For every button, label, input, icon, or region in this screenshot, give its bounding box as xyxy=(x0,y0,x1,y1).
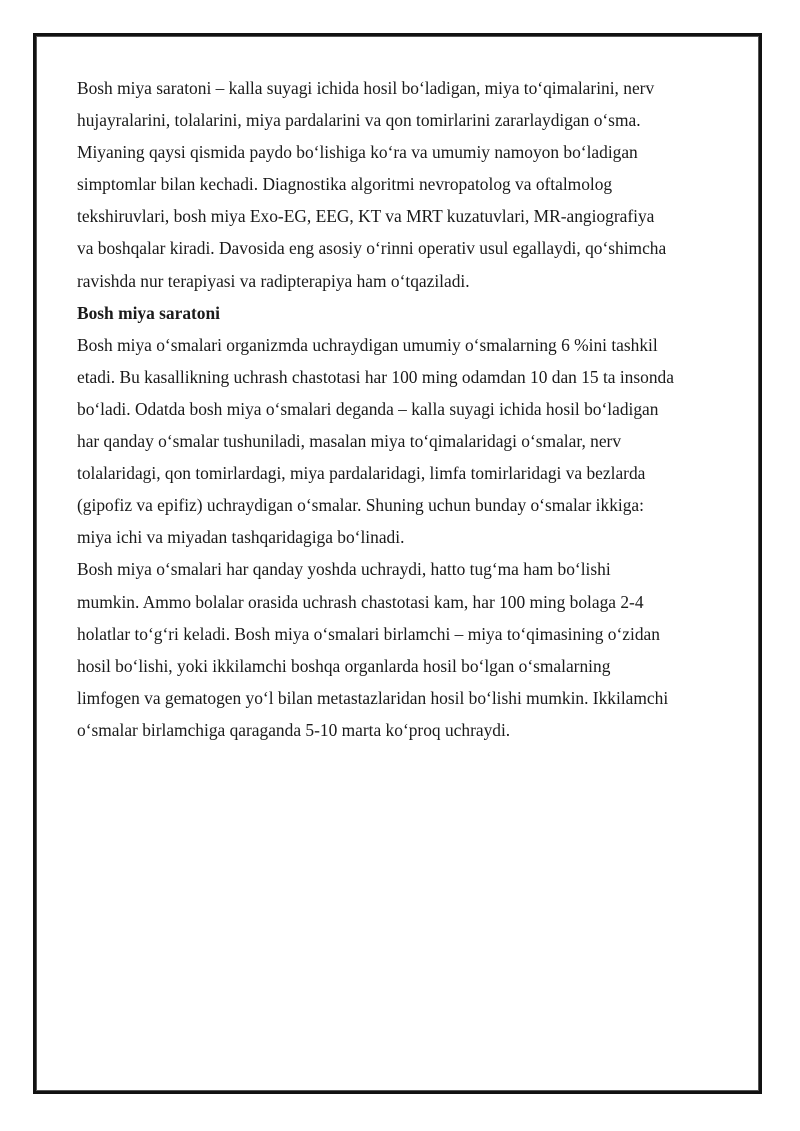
text-line: ravishda nur terapiyasi va radipterapiya ham oʻtqaziladi. xyxy=(77,270,470,291)
section-heading-text: Bosh miya saratoni xyxy=(77,302,221,323)
text-line: hujayralarini, tolalarini, miya pardalarini va qon tomirlarini zararlaydigan oʻsma. xyxy=(77,110,641,131)
text-line: mumkin. Ammo bolalar orasida uchrash chastotasi kam, har 100 ming bolaga 2-4 xyxy=(77,591,644,612)
text-line: tekshiruvlari, bosh miya Exo-EG, EEG, KT va MRT kuzatuvlari, MR-angiografiya xyxy=(77,206,655,227)
text-line: holatlar toʻgʻri keladi. Bosh miya oʻsmalari birlamchi – miya toʻqimasining oʻzidan xyxy=(77,623,660,644)
text-line: simptomlar bilan kechadi. Diagnostika algoritmi nevropatolog va oftalmolog xyxy=(77,174,613,195)
section-heading xyxy=(77,297,737,329)
text-line: oʻsmalar birlamchiga qaraganda 5-10 marta koʻproq uchraydi. xyxy=(77,719,511,740)
text-line: etadi. Bu kasallikning uchrash chastotasi har 100 ming odamdan 10 dan 15 ta insonda xyxy=(77,366,674,387)
text-line: (gipofiz va epifiz) uchraydigan oʻsmalar. Shuning uchun bunday oʻsmalar ikkiga: xyxy=(77,495,644,516)
text-line: boʻladi. Odatda bosh miya oʻsmalari deganda – kalla suyagi ichida hosil boʻladigan xyxy=(77,398,659,419)
text-line: Bosh miya oʻsmalari organizmda uchraydigan umumiy oʻsmalarning 6 %ini tashkil xyxy=(77,334,658,355)
text-line: limfogen va gematogen yoʻl bilan metastazlaridan hosil boʻlishi mumkin. Ikkilamchi xyxy=(77,687,669,708)
body-paragraph-2 xyxy=(77,553,737,746)
text-line: har qanday oʻsmalar tushuniladi, masalan miya toʻqimalaridagi oʻsmalar, nerv xyxy=(77,431,622,452)
text-line: va boshqalar kiradi. Davosida eng asosiy oʻrinni operativ usul egallaydi, qoʻshimcha xyxy=(77,238,667,259)
text-line: miya ichi va miyadan tashqaridagiga boʻlinadi. xyxy=(77,527,405,548)
text-line: hosil boʻlishi, yoki ikkilamchi boshqa organlarda hosil boʻlgan oʻsmalarning xyxy=(77,655,611,676)
body-paragraph-1 xyxy=(77,329,737,554)
text-line: Bosh miya saratoni – kalla suyagi ichida hosil boʻladigan, miya toʻqimalarini, nerv xyxy=(77,78,655,98)
intro-paragraph xyxy=(77,72,737,297)
document-body xyxy=(77,72,737,746)
text-line: Bosh miya oʻsmalari har qanday yoshda uchraydi, hatto tugʻma ham boʻlishi xyxy=(77,559,611,580)
text-line: Miyaning qaysi qismida paydo boʻlishiga koʻra va umumiy namoyon boʻladigan xyxy=(77,142,638,163)
text-line: tolalaridagi, qon tomirlardagi, miya pardalaridagi, limfa tomirlaridagi va bezlarda xyxy=(77,463,646,484)
